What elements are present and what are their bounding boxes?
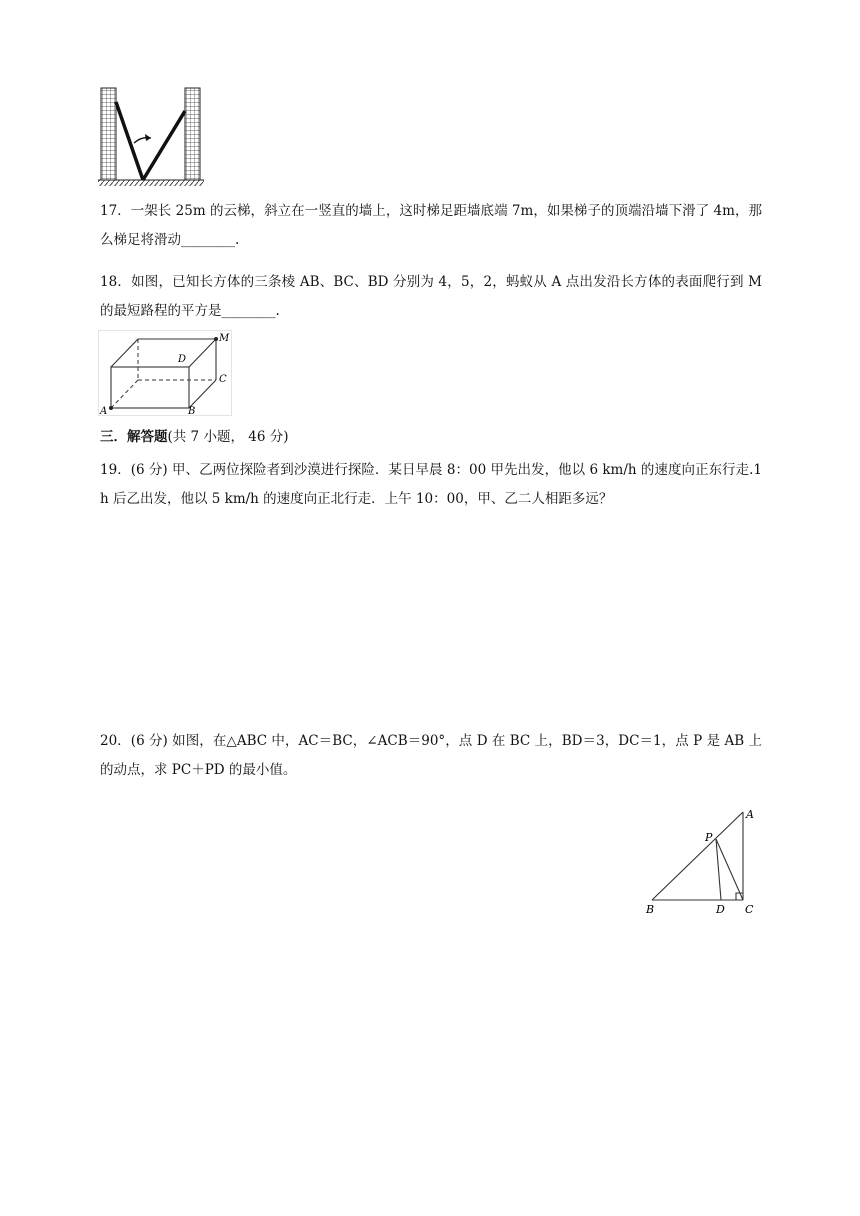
label-m: M bbox=[219, 333, 230, 344]
ladder-left bbox=[116, 102, 143, 180]
label-c: C bbox=[219, 374, 227, 385]
label-c: C bbox=[745, 903, 754, 916]
front-face bbox=[111, 367, 189, 408]
label-d: D bbox=[716, 903, 725, 916]
cuboid-figure bbox=[98, 330, 232, 416]
point-a bbox=[109, 406, 113, 410]
label-a: A bbox=[746, 808, 754, 821]
left-wall bbox=[101, 88, 116, 180]
ground-hatch bbox=[98, 180, 204, 186]
problem-20: 20．(6 分) 如图，在△ABC 中，AC＝BC，∠ACB＝90°，点 D 在 BC 上，BD＝3，DC＝1，点 P 是 AB 上的动点，求 PC＋PD 的最小值。 bbox=[100, 733, 762, 778]
triangle-figure bbox=[642, 804, 766, 918]
section-heading: 三．解答题(共 7 小题， 46 分) bbox=[100, 429, 289, 445]
right-wall bbox=[185, 88, 200, 180]
label-a: A bbox=[100, 406, 108, 416]
slide-arrowhead bbox=[145, 134, 151, 141]
ladder-right bbox=[143, 111, 185, 180]
label-b: B bbox=[188, 406, 196, 416]
problem-18: 18．如图，已知长方体的三条棱 AB、BC、BD 分别为 4，5，2，蚂蚁从 A 点出发沿长方体的表面爬行到 M 的最短路程的平方是________. bbox=[100, 274, 762, 319]
label-p: P bbox=[705, 831, 713, 844]
label-d: D bbox=[178, 354, 187, 365]
ladder-wall-figure bbox=[98, 86, 210, 188]
problem-17: 17．一架长 25m 的云梯，斜立在一竖直的墙上，这时梯足距墙底端 7m，如果梯子的顶端沿墙下滑了 4m，那么梯足将滑动________. bbox=[100, 203, 762, 248]
side-ab bbox=[652, 812, 743, 900]
problem-19: 19．(6 分) 甲、乙两位探险者到沙漠进行探险．某日早晨 8：00 甲先出发，他以 6 km/h 的速度向正东行走.1 h 后乙出发，他以 5 km/h 的速度向正北行走．上午 10：00，甲、乙二人相距多远？ bbox=[100, 462, 762, 507]
point-m bbox=[214, 337, 218, 341]
label-b: B bbox=[646, 903, 655, 916]
